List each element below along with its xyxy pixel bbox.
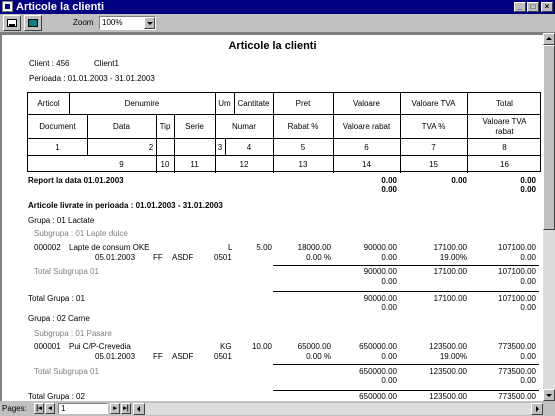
item-qty: 5.00 [256, 243, 272, 252]
item-tva: 19.00% [439, 352, 467, 361]
app-icon[interactable] [2, 1, 13, 12]
toolbar [0, 14, 555, 33]
subgroup-total-total: 107100.00 [498, 267, 536, 276]
item-um: L [228, 243, 233, 252]
client-label: Client : 456 [29, 59, 70, 68]
report-page [2, 35, 543, 401]
col-num-6: 6 [364, 143, 369, 152]
item-tva-rabat: 0.00 [520, 352, 536, 361]
prev-page-button[interactable]: ◂ [45, 403, 55, 414]
report-date-total: 0.00 [520, 176, 536, 185]
col-num-4: 4 [246, 143, 252, 152]
item-vat: 17100.00 [433, 243, 467, 252]
scroll-left-button[interactable] [133, 403, 145, 415]
item-serie: ASDF [172, 253, 194, 262]
group-total-label: Total Grupa : 01 [28, 294, 85, 303]
col-tip: Tip [159, 122, 171, 131]
col-num-7: 7 [431, 143, 436, 152]
window-title: Articole la clienti [16, 1, 105, 13]
col-serie: Serie [185, 122, 204, 131]
maximize-button[interactable]: □ [527, 2, 539, 12]
col-document: Document [39, 122, 76, 131]
item-rabat: 0.00 % [306, 253, 331, 262]
col-tva: TVA % [421, 122, 446, 131]
item-tip: FF [153, 253, 163, 262]
item-val-rabat: 0.00 [381, 352, 397, 361]
col-pret: Pret [295, 99, 311, 108]
client-name: Client1 [94, 59, 119, 68]
col-num-5: 5 [300, 143, 306, 152]
subgroup-total-value: 90000.00 [363, 267, 397, 276]
col-num-3: 3 [217, 143, 223, 152]
page-number-input[interactable]: 1 [58, 403, 108, 414]
zoom-select[interactable] [99, 16, 156, 30]
minimize-button[interactable]: _ [514, 2, 526, 12]
zoom-value: 100% [102, 18, 123, 27]
item-name: Pui C/P-Crevedia [69, 342, 131, 351]
item-numar: 0501 [214, 253, 232, 262]
title-bar [0, 0, 555, 14]
col-num-15: 15 [429, 160, 438, 169]
group-total-total: 773500.00 [498, 392, 536, 401]
report-date-vat: 0.00 [451, 176, 467, 185]
col-num-2: 2 [148, 143, 154, 152]
item-total: 773500.00 [498, 342, 536, 351]
col-articol: Articol [37, 99, 60, 108]
col-num-10: 10 [160, 160, 170, 169]
col-denumire: Denumire [124, 99, 160, 108]
subgroup-total-label: Total Subgrupa 01 [34, 367, 99, 376]
first-page-button[interactable]: |◂ [34, 403, 44, 414]
item-rabat: 0.00 % [306, 352, 331, 361]
group-total-value-b: 0.00 [381, 303, 397, 312]
item-serie: ASDF [172, 352, 194, 361]
subgroup-total-total: 773500.00 [498, 367, 536, 376]
item-code: 000001 [34, 342, 61, 351]
item-date: 05.01.2003 [95, 352, 136, 361]
divider [273, 265, 539, 266]
group-label: Grupa : 01 Lactate [28, 216, 95, 225]
chevron-down-icon[interactable] [144, 17, 155, 29]
zoom-label: Zoom [73, 18, 94, 27]
col-total: Total [496, 99, 513, 108]
print-button[interactable] [3, 15, 21, 31]
report-header-grid [27, 92, 541, 172]
delivered-heading: Articole livrate in perioada : 01.01.2003 - 31.01.2003 [28, 201, 223, 210]
page-navigation-bar [0, 401, 555, 416]
col-num-14: 14 [362, 160, 371, 169]
col-valoare-tva-rabat-1: Valoare TVA [482, 117, 527, 126]
group-total-value: 650000.00 [359, 392, 397, 401]
group-total-value: 90000.00 [363, 294, 397, 303]
period: Perioada : 01.01.2003 - 31.01.2003 [29, 74, 155, 83]
report-viewer [0, 33, 543, 401]
col-num-11: 11 [190, 160, 199, 169]
col-um: Um [218, 99, 231, 108]
group-label: Grupa : 02 Carne [28, 314, 90, 323]
item-name: Lapte de consum OKE [69, 243, 150, 252]
next-page-button[interactable]: ▸ [110, 403, 120, 414]
divider [273, 291, 539, 292]
col-rabat: Rabat % [287, 122, 319, 131]
report-date-value: 0.00 [381, 176, 397, 185]
group-total-vat: 123500.00 [429, 392, 467, 401]
item-tva-rabat: 0.00 [520, 253, 536, 262]
item-tva: 19.00% [439, 253, 467, 262]
col-num-1: 1 [55, 143, 60, 152]
col-num-13: 13 [298, 160, 308, 169]
close-button[interactable]: × [541, 2, 553, 12]
scroll-thumb[interactable] [543, 45, 555, 230]
group-total-label: Total Grupa : 02 [28, 392, 85, 401]
group-total-total-b: 0.00 [520, 303, 536, 312]
col-valoare-rabat: Valoare rabat [342, 122, 391, 131]
item-val-rabat: 0.00 [381, 253, 397, 262]
col-num-8: 8 [502, 143, 507, 152]
subgroup-total-value-b: 0.00 [381, 376, 397, 385]
col-data: Data [113, 122, 130, 131]
subgroup-total-total-b: 0.00 [520, 376, 536, 385]
col-numar: Numar [231, 122, 256, 131]
last-page-button[interactable]: ▸| [121, 403, 131, 414]
subgroup-label: Subgrupa : 01 Pasare [34, 329, 112, 338]
col-valoare-tva-rabat-2: rabat [495, 127, 514, 136]
subgroup-total-value-b: 0.00 [381, 277, 397, 286]
report-date-value-b: 0.00 [381, 185, 397, 194]
export-button[interactable] [24, 15, 42, 31]
item-total: 107100.00 [498, 243, 536, 252]
col-valoare-tva: Valoare TVA [411, 99, 456, 108]
scroll-down-button[interactable] [543, 389, 555, 401]
col-cantitate: Cantitate [237, 99, 270, 108]
report-date-label: Report la data 01.01.2003 [28, 176, 124, 185]
divider [273, 364, 539, 365]
subgroup-total-total-b: 0.00 [520, 277, 536, 286]
col-num-9: 9 [119, 160, 124, 169]
subgroup-label: Subgrupa : 01 Lapte dulce [34, 229, 128, 238]
item-price: 18000.00 [297, 243, 331, 252]
item-value: 650000.00 [359, 342, 397, 351]
printer-icon [7, 19, 17, 27]
subgroup-total-label: Total Subgrupa 01 [34, 267, 99, 276]
col-num-12: 12 [239, 160, 249, 169]
pages-label: Pages: [2, 404, 27, 413]
export-icon [28, 19, 38, 27]
group-total-total: 107100.00 [498, 294, 536, 303]
item-numar: 0501 [214, 352, 232, 361]
horizontal-scrollbar[interactable] [133, 403, 543, 415]
subgroup-total-vat: 17100.00 [433, 267, 467, 276]
item-date: 05.01.2003 [95, 253, 136, 262]
item-vat: 123500.00 [429, 342, 467, 351]
scroll-right-button[interactable] [531, 403, 543, 415]
report-date-total-b: 0.00 [520, 185, 536, 194]
subgroup-total-value: 650000.00 [359, 367, 397, 376]
divider [273, 390, 539, 391]
col-num-16: 16 [500, 160, 509, 169]
item-um: KG [220, 342, 232, 351]
report-title: Articole la clienti [228, 40, 317, 52]
item-code: 000002 [34, 243, 61, 252]
col-valoare: Valoare [353, 99, 380, 108]
vertical-scrollbar[interactable] [543, 33, 555, 401]
item-tip: FF [153, 352, 163, 361]
group-total-vat: 17100.00 [433, 294, 467, 303]
item-value: 90000.00 [363, 243, 397, 252]
item-qty: 10.00 [251, 342, 272, 351]
subgroup-total-vat: 123500.00 [429, 367, 467, 376]
item-price: 65000.00 [297, 342, 331, 351]
scroll-up-button[interactable] [543, 33, 555, 45]
